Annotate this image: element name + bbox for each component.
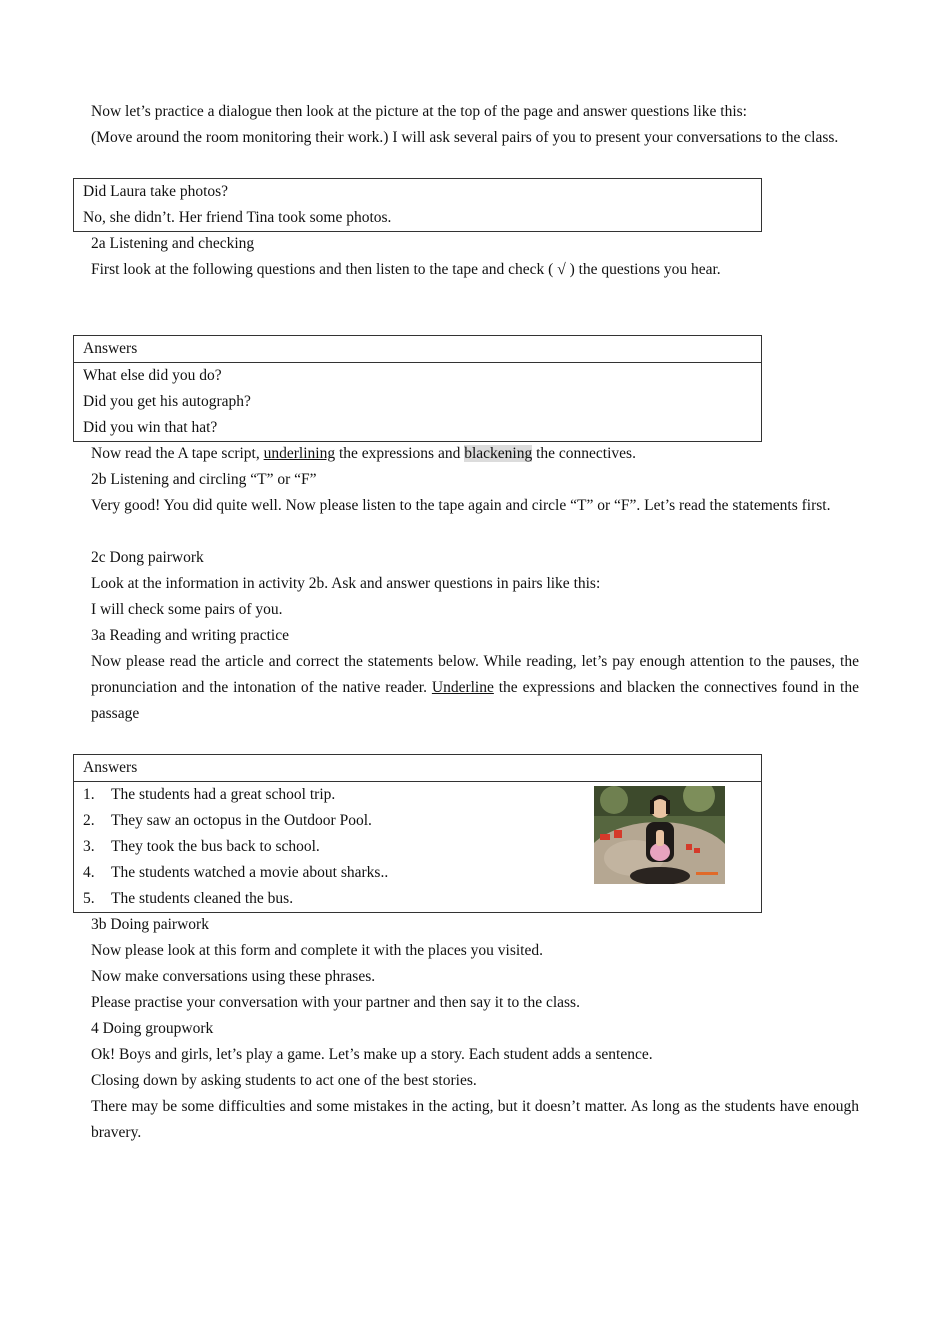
- section-4-line-3: There may be some difficulties and some mistakes in the acting, but it doesn’t matter. As long as the students have enough bravery.: [91, 1098, 859, 1141]
- answers-box-1: [73, 335, 762, 442]
- dialogue-answer: No, she didn’t. Her friend Tina took some photos.: [83, 209, 392, 226]
- answer-row: What else did you do?: [83, 367, 222, 384]
- list-number: 2.: [83, 812, 95, 829]
- intro-line-2: (Move around the room monitoring their work.) I will ask several pairs of you to present your conversations to the class.: [91, 129, 839, 146]
- section-2a-heading: 2a Listening and checking: [91, 235, 255, 252]
- section-2c-line-2: I will check some pairs of you.: [91, 601, 283, 618]
- list-number: 4.: [83, 864, 95, 881]
- section-3a-text: Now please read the article and correct the statements below. While reading, let’s pay enough attention to the pauses, the pronunciation and the intonation of the native reader.: [91, 653, 859, 696]
- section-2c-line-1: Look at the information in activity 2b. Ask and answer questions in pairs like this:: [91, 575, 601, 592]
- answers-box-2: [73, 754, 762, 913]
- underlined-word: Underline: [431, 679, 494, 696]
- section-3b-line-3: Please practise your conversation with your partner and then say it to the class.: [91, 994, 580, 1011]
- section-3b-heading: 3b Doing pairwork: [91, 916, 209, 933]
- underlined-word: underlining: [263, 445, 336, 462]
- section-2b-instruction: Very good! You did quite well. Now please listen to the tape again and circle “T” or “F”. Let’s read the statements first.: [91, 497, 831, 514]
- list-text: The students cleaned the bus.: [111, 890, 294, 907]
- section-2a-instruction: First look at the following questions and then listen to the tape and check ( √ ) the questions you hear.: [91, 261, 721, 278]
- list-text: The students had a great school trip.: [111, 786, 336, 803]
- dialogue-question: Did Laura take photos?: [83, 183, 229, 200]
- tape-script-instruction: [91, 441, 859, 467]
- list-text: The students watched a movie about sharks..: [111, 864, 389, 881]
- list-number: 1.: [83, 786, 95, 803]
- list-number: 5.: [83, 890, 95, 907]
- list-text: They took the bus back to school.: [111, 838, 320, 855]
- list-text: They saw an octopus in the Outdoor Pool.: [111, 812, 372, 829]
- photo-illustration: [594, 786, 725, 884]
- answers-header: Answers: [74, 755, 761, 782]
- section-4-heading: 4 Doing groupwork: [91, 1020, 214, 1037]
- section-3a-heading: 3a Reading and writing practice: [91, 627, 289, 644]
- section-3a-instruction: [91, 649, 859, 727]
- dialogue-box: [73, 178, 762, 232]
- answer-row: Did you get his autograph?: [83, 393, 251, 410]
- section-2c-heading: 2c Dong pairwork: [91, 549, 204, 566]
- tape-script-text: Now read the A tape script,: [91, 445, 264, 462]
- answer-row: Did you win that hat?: [83, 419, 218, 436]
- section-3a-text: the expressions and blacken the connectives found in the passage: [91, 679, 859, 722]
- section-3b-line-1: Now please look at this form and complete it with the places you visited.: [91, 942, 543, 959]
- list-item: [74, 886, 761, 912]
- section-2b-heading: 2b Listening and circling “T” or “F”: [91, 471, 317, 488]
- section-4-line-1: Ok! Boys and girls, let’s play a game. Let’s make up a story. Each student adds a sentence.: [91, 1046, 653, 1063]
- highlighted-word: blackening: [464, 445, 533, 462]
- student-photo: [594, 786, 725, 884]
- section-3b-line-2: Now make conversations using these phrases.: [91, 968, 376, 985]
- intro-line-1: Now let’s practice a dialogue then look at the picture at the top of the page and answer questions like this:: [91, 103, 747, 120]
- list-number: 3.: [83, 838, 95, 855]
- section-4-line-2: Closing down by asking students to act one of the best stories.: [91, 1072, 477, 1089]
- answers-header: Answers: [74, 336, 761, 363]
- tape-script-text: the connectives.: [532, 445, 636, 462]
- tape-script-text: the expressions and: [335, 445, 465, 462]
